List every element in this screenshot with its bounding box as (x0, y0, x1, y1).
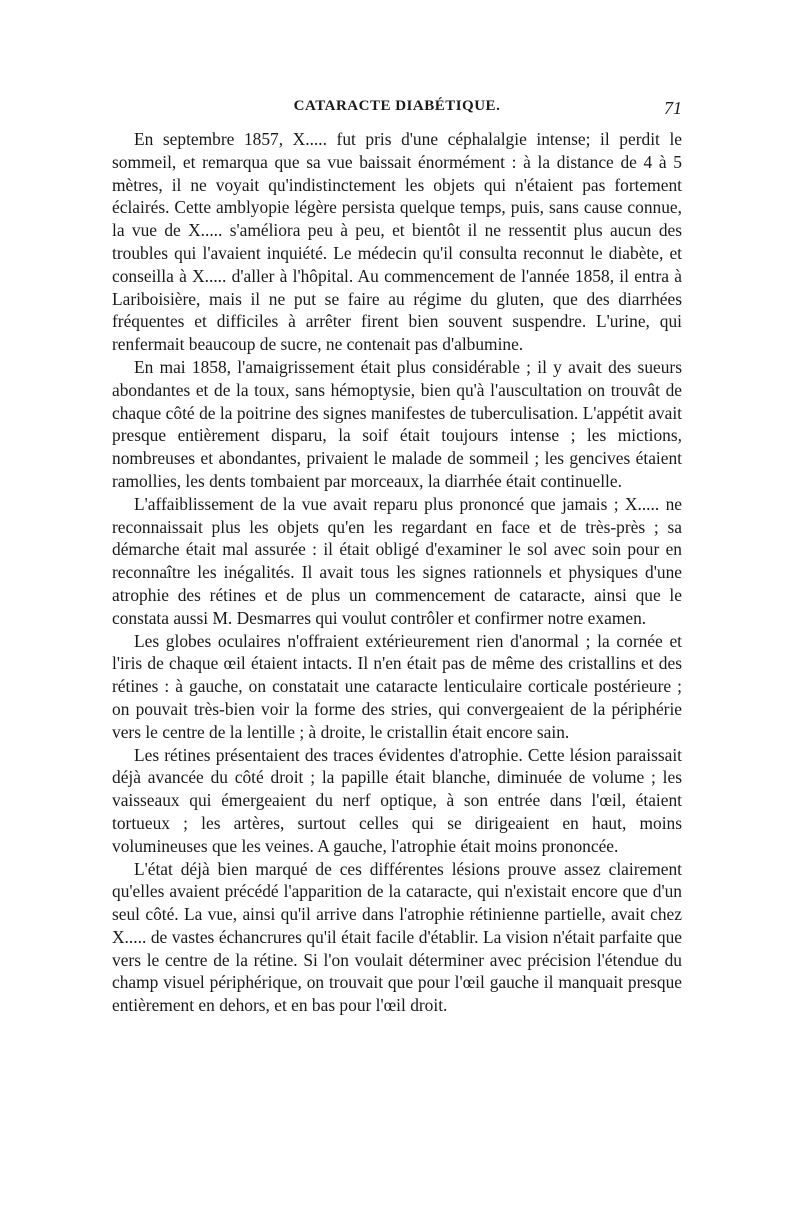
body-text (112, 128, 682, 1017)
paragraph: En septembre 1857, X..... fut pris d'une céphalalgie intense; il perdit le sommeil, et remarqua que sa vue baissait énormément : à la distance de 4 à 5 mètres, il ne voyait qu'indistinctement les objets qui n'étaient pas fortement éclairés. Cette amblyopie légère persista quelque temps, puis, sans cause connue, la vue de X..... s'améliora peu à peu, et bientôt il ne ressentit plus aucun des troubles qui l'avaient inquiété. Le médecin qu'il consulta reconnut le diabète, et conseilla à X..... d'aller à l'hôpital. Au commencement de l'année 1858, il entra à Lariboisière, mais il ne put se faire au régime du gluten, que des diarrhées fréquentes et difficiles à arrêter firent bien souvent suspendre. L'urine, qui renfermait beaucoup de sucre, ne contenait pas d'albumine. (112, 129, 682, 355)
paragraph: Les rétines présentaient des traces évidentes d'atrophie. Cette lésion paraissait déjà avancée du côté droit ; la papille était blanche, diminuée de volume ; les vaisseaux qui émergeaient du nerf optique, à son entrée dans l'œil, étaient tortueux ; les artères, surtout celles qui se dirigeaient en haut, moins volumineuses que les veines. A gauche, l'atrophie était moins prononcée. (112, 744, 682, 856)
running-head (112, 98, 682, 128)
paragraph: L'affaiblissement de la vue avait reparu plus prononcé que jamais ; X..... ne reconnaissait plus les objets qu'en les regardant en face et de très-près ; sa démarche était mal assurée : il était obligé d'examiner le sol avec soin pour en reconnaître les inégalités. Il avait tous les signes rationnels et physiques d'une atrophie des rétines et de plus un commencement de cataracte, ainsi que le constata aussi M. Desmarres qui voulut contrôler et confirmer notre examen. (112, 493, 682, 628)
paragraph: Les globes oculaires n'offraient extérieurement rien d'anormal ; la cornée et l'iris de chaque œil étaient intacts. Il n'en était pas de même des cristallins et des rétines : à gauche, on constatait une cataracte lenticulaire corticale postérieure ; on pouvait très-bien voir la forme des stries, qui convergeaient de la périphérie vers le centre de la lentille ; à droite, le cristallin était encore sain. (112, 630, 682, 742)
paragraph: L'état déjà bien marqué de ces différentes lésions prouve assez clairement qu'elles avaient précédé l'apparition de la cataracte, qui n'existait encore que d'un seul côté. La vue, ainsi qu'il arrive dans l'atrophie rétinienne partielle, avait chez X..... de vastes échancrures qu'il était facile d'établir. La vision n'était parfaite que vers le centre de la rétine. Si l'on voulait déterminer avec précision l'étendue du champ visuel périphérique, on trouvait que pour l'œil gauche il manquait presque entièrement en dehors, et en bas pour l'œil droit. (112, 858, 682, 1016)
page-number: 71 (664, 98, 682, 118)
book-page (112, 98, 682, 1017)
paragraph: En mai 1858, l'amaigrissement était plus considérable ; il y avait des sueurs abondantes et de la toux, sans hémoptysie, bien qu'à l'auscultation on trouvât de chaque côté de la poitrine des signes manifestes de tuberculisation. L'appétit avait presque entièrement disparu, la soif était toujours intense ; les mictions, nombreuses et abondantes, privaient le malade de sommeil ; les gencives étaient ramollies, les dents tombaient par morceaux, la diarrhée était continuelle. (112, 356, 682, 491)
running-title: CATARACTE DIABÉTIQUE. (293, 98, 501, 114)
